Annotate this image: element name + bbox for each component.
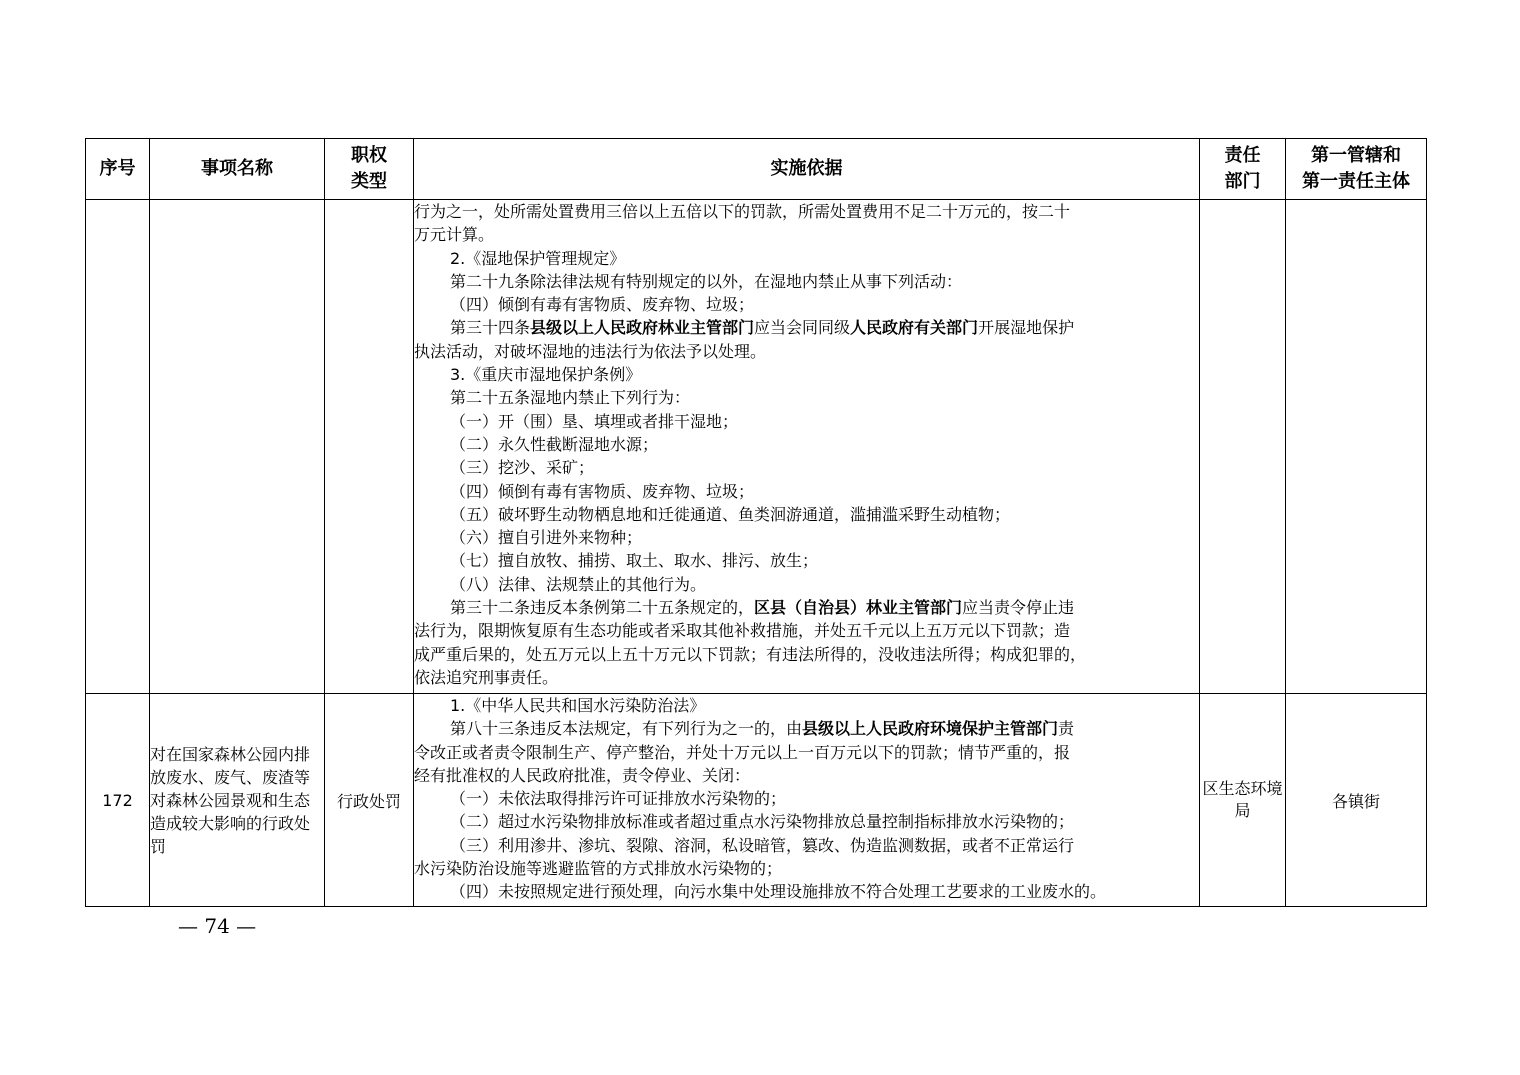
row-dept [1200, 200, 1286, 694]
row-first-responsible [1286, 200, 1427, 694]
authority-table [85, 138, 1427, 907]
basis-line: 成严重后果的，处五万元以上五十万元以下罚款；有违法所得的，没收违法所得；构成犯罪的， [414, 644, 1087, 664]
row-item-name [150, 200, 325, 694]
basis-line: 第三十二条违反本条例第二十五条规定的，区县（自治县）林业主管部门应当责令停止违 [450, 598, 1075, 618]
basis-line: （四）倾倒有毒有害物质、废弃物、垃圾； [450, 295, 755, 315]
basis-line: 1.《中华人民共和国水污染防治法》 [450, 696, 706, 715]
basis-line: （四）倾倒有毒有害物质、废弃物、垃圾； [450, 481, 755, 501]
header-row [86, 139, 1427, 200]
table-row [86, 200, 1427, 694]
header-first-responsible: 第一管辖和 第一责任主体 [1286, 139, 1427, 200]
bold-authority: 人民政府有关部门 [850, 318, 979, 338]
page-number: — 74 — [178, 914, 257, 938]
basis-line: 依法追究刑事责任。 [414, 667, 559, 687]
basis-line: （三）利用渗井、渗坑、裂隙、溶洞，私设暗管，篡改、伪造监测数据，或者不正常运行 [450, 835, 1075, 855]
basis-line: （五）破坏野生动物栖息地和迁徙通道、鱼类洄游通道，滥捕滥采野生动植物； [450, 504, 1011, 524]
header-dept: 责任 部门 [1200, 139, 1286, 200]
basis-line: 法行为，限期恢复原有生态功能或者采取其他补救措施，并处五千元以上五万元以下罚款；造 [414, 621, 1071, 641]
table-row [86, 694, 1427, 907]
header-seq: 序号 [86, 139, 150, 200]
row-dept: 区生态环境局 [1200, 694, 1286, 907]
header-name: 事项名称 [150, 139, 325, 200]
basis-line: （二）永久性截断湿地水源； [450, 434, 659, 454]
basis-line: 令改正或者责令限制生产、停产整治，并处十万元以上一百万元以下的罚款；情节严重的，报 [414, 742, 1071, 762]
basis-line: （七）擅自放牧、捕捞、取土、取水、排污、放生； [450, 551, 819, 571]
bold-authority: 县级以上人民政府林业主管部门 [530, 318, 755, 338]
basis-line: 第三十四条县级以上人民政府林业主管部门应当会同同级人民政府有关部门开展湿地保护 [450, 318, 1075, 338]
basis-line: （四）未按照规定进行预处理，向污水集中处理设施排放不符合处理工艺要求的工业废水的。 [450, 882, 1107, 902]
row-item-name: 对在国家森林公园内排放废水、废气、废渣等对森林公园景观和生态造成较大影响的行政处罚 [150, 694, 325, 907]
basis-line: 执法活动，对破坏湿地的违法行为依法予以处理。 [414, 341, 767, 361]
basis-line: （一）开（围）垦、填埋或者排干湿地； [450, 411, 739, 431]
basis-line: （二）超过水污染物排放标准或者超过重点水污染物排放总量控制指标排放水污染物的； [450, 812, 1075, 832]
basis-line: （一）未依法取得排污许可证排放水污染物的； [450, 789, 787, 809]
basis-line: 第八十三条违反本法规定，有下列行为之一的，由县级以上人民政府环境保护主管部门责 [450, 719, 1075, 739]
row-basis [414, 200, 1200, 694]
basis-line: 行为之一，处所需处置费用三倍以上五倍以下的罚款，所需处置费用不足二十万元的，按二十 [414, 202, 1071, 221]
basis-line: （八）法律、法规禁止的其他行为。 [450, 574, 707, 594]
row-basis [414, 694, 1200, 907]
basis-line: 第二十九条除法律法规有特别规定的以外，在湿地内禁止从事下列活动： [450, 271, 963, 291]
row-first-responsible: 各镇街 [1286, 694, 1427, 907]
basis-line: （六）擅自引进外来物种； [450, 528, 643, 548]
basis-line: 第二十五条湿地内禁止下列行为： [450, 388, 691, 408]
basis-line: 3.《重庆市湿地保护条例》 [450, 365, 642, 385]
basis-line: （三）挖沙、采矿； [450, 458, 595, 478]
bold-authority: 区县（自治县）林业主管部门 [754, 598, 963, 618]
header-basis: 实施依据 [414, 139, 1200, 200]
basis-line: 水污染防治设施等逃避监管的方式排放水污染物的； [414, 859, 783, 879]
row-seq [86, 200, 150, 694]
header-type: 职权 类型 [325, 139, 414, 200]
row-authority-type: 行政处罚 [325, 694, 414, 907]
basis-line: 2.《湿地保护管理规定》 [450, 248, 626, 268]
basis-line: 经有批准权的人民政府批准，责令停业、关闭： [414, 765, 751, 785]
row-seq: 172 [86, 694, 150, 907]
bold-authority: 县级以上人民政府环境保护主管部门 [802, 719, 1059, 739]
row-authority-type [325, 200, 414, 694]
basis-line: 万元计算。 [414, 225, 495, 245]
